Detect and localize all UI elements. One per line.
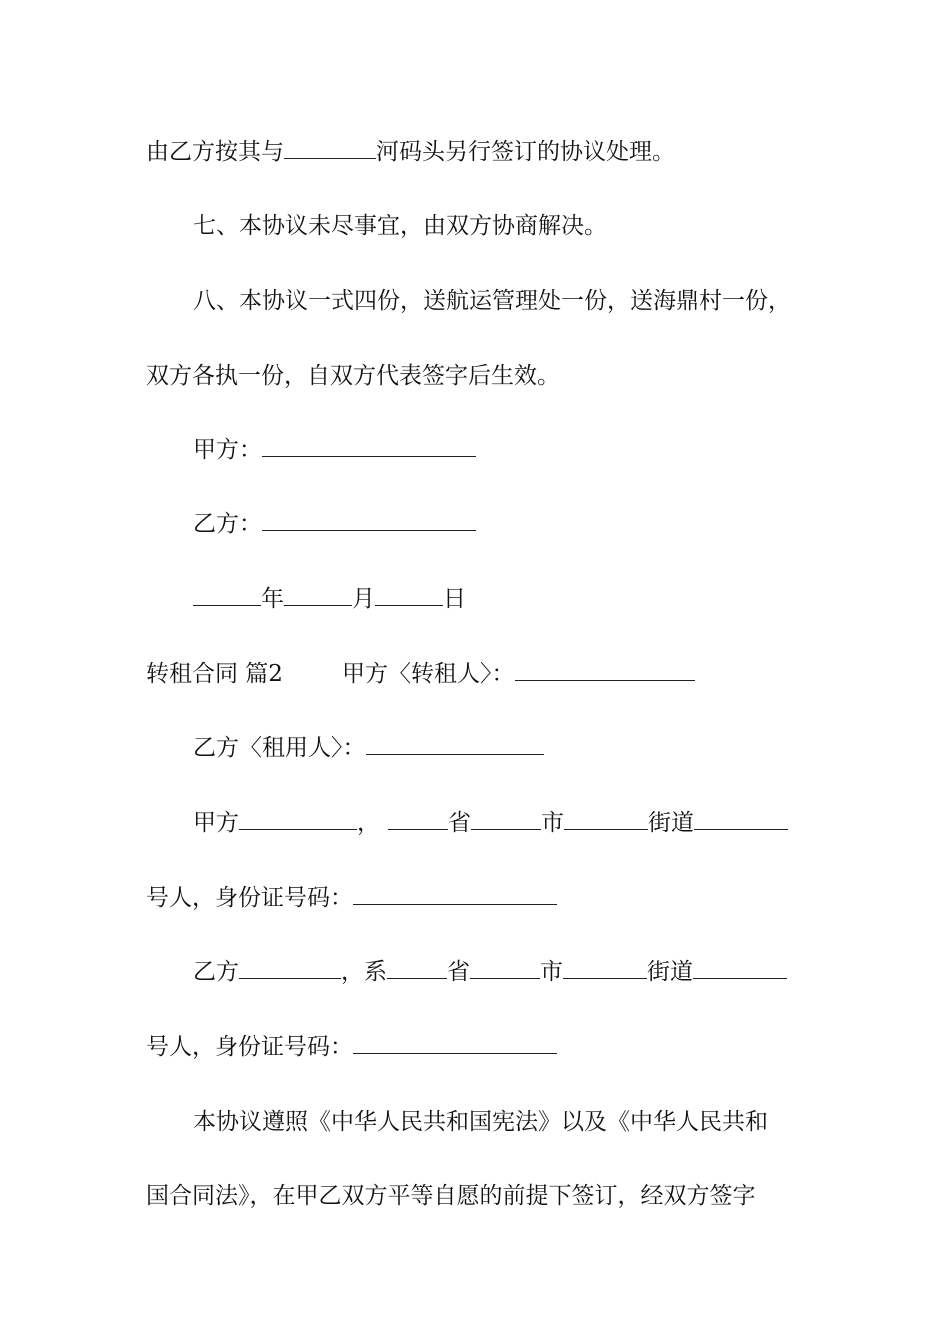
day-blank (375, 585, 443, 606)
day-label: 日 (443, 586, 466, 612)
lessor-label: 甲方〈转租人〉： (342, 661, 515, 687)
party-a-info (193, 808, 788, 838)
text: 街道 (648, 810, 694, 836)
clause-6-continuation (146, 137, 675, 167)
party-a-id (146, 883, 557, 913)
month-blank (284, 585, 352, 606)
lessee-label: 乙方〈租用人〉： (193, 735, 366, 761)
contract-2-header (146, 659, 695, 689)
preamble-line-1: 本协议遵照《中华人民共和国宪法》以及《中华人民共和 (193, 1109, 768, 1135)
text: 省 (447, 959, 470, 985)
signature-blank (262, 510, 476, 531)
clause-8-line-2: 双方各执一份，自双方代表签字后生效。 (146, 363, 560, 389)
signature-party-a (193, 435, 476, 465)
text: 街道 (647, 959, 693, 985)
label: 乙方： (193, 511, 262, 537)
text: 甲方 (193, 810, 239, 836)
text: 乙方 (193, 959, 239, 985)
party-b-id (146, 1032, 557, 1062)
blank-field (470, 958, 540, 979)
year-blank (193, 585, 261, 606)
clause-8-line-1: 八、本协议一式四份，送航运管理处一份，送海鼎村一份， (193, 288, 791, 314)
signature-party-b (193, 509, 476, 539)
lessee-line (193, 733, 544, 763)
id-blank (353, 1033, 557, 1054)
clause-7: 七、本协议未尽事宜，由双方协商解决。 (193, 213, 607, 239)
blank-field (693, 958, 787, 979)
blank-field (239, 809, 357, 830)
blank-field (471, 809, 541, 830)
text: 省 (448, 810, 471, 836)
blank-field (239, 958, 341, 979)
text: 河码头另行签订的协议处理。 (376, 139, 675, 165)
label: 号人，身份证号码： (146, 1034, 353, 1060)
lessor-blank (515, 660, 695, 681)
blank-field (284, 138, 376, 159)
month-label: 月 (352, 586, 375, 612)
preamble-line-2: 国合同法》，在甲乙双方平等自愿的前提下签订，经双方签字 (146, 1183, 756, 1209)
blank-field (694, 809, 788, 830)
id-blank (353, 884, 557, 905)
blank-field (388, 809, 448, 830)
blank-field (387, 958, 447, 979)
text: 由乙方按其与 (146, 139, 284, 165)
section-title: 转租合同 篇2 (146, 661, 283, 687)
lessee-blank (366, 734, 544, 755)
signature-blank (262, 436, 476, 457)
year-label: 年 (261, 586, 284, 612)
party-b-info (193, 957, 787, 987)
label: 号人，身份证号码： (146, 885, 353, 911)
text: ， (357, 810, 380, 836)
blank-field (563, 958, 647, 979)
blank-field (564, 809, 648, 830)
text: ，系 (341, 959, 387, 985)
text: 市 (541, 810, 564, 836)
text: 市 (540, 959, 563, 985)
date-line (193, 584, 466, 614)
label: 甲方： (193, 437, 262, 463)
